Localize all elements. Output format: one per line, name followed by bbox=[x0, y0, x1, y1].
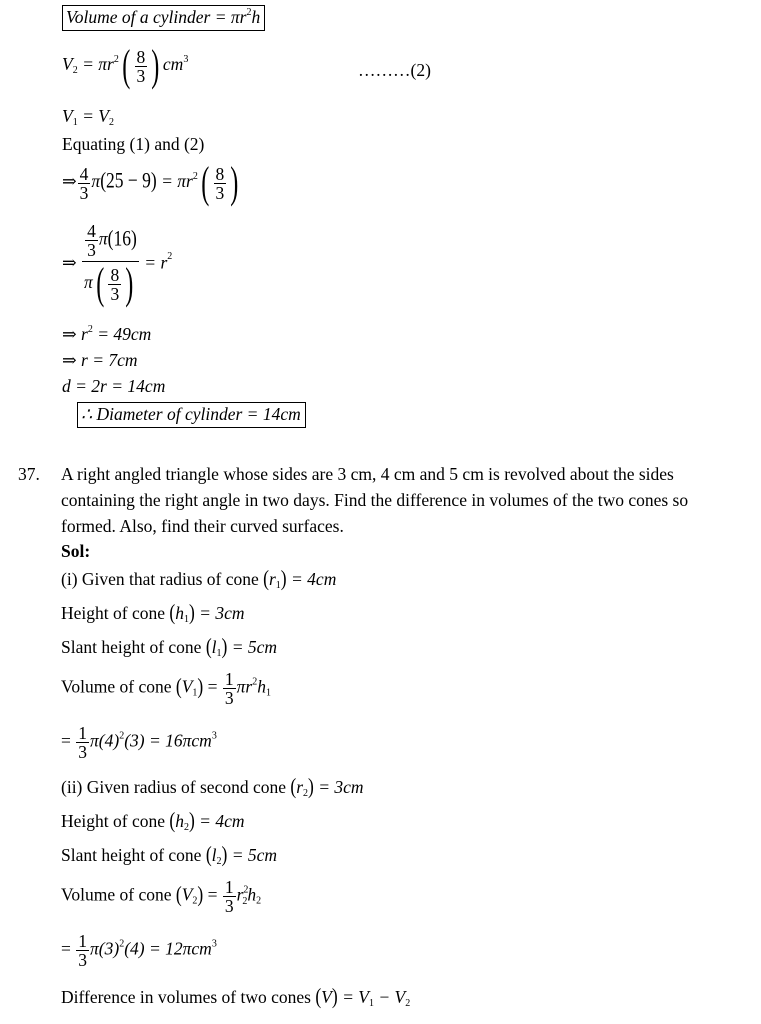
cone2-volume-calc: = $\frac{1}{3}$ $\pi(3)^2(4) = 12\pi cm^3$ bbox=[61, 931, 217, 970]
question-line-3: formed. Also, find their curved surfaces. bbox=[61, 516, 344, 536]
cone1-slant: Slant height of cone $(l_1) = 5cm$ bbox=[61, 633, 278, 659]
question-line-1: A right angled triangle whose sides are 3 cm, 4 cm and 5 cm is revolved about the sides bbox=[61, 464, 674, 484]
cone2-volume-formula: Volume of cone $(V_2)$ = $\frac{1}{3}$ $r^2_2h_2$ bbox=[61, 877, 262, 916]
equation-tag-2: ………(2) bbox=[358, 60, 431, 80]
v2-equation: $V_2 = \pi r^2$( $\frac{8}{3}$ ) $cm^3$ bbox=[62, 41, 189, 90]
equating-step-1: ⇒ $\frac{4}{3}$ $\pi(25 - 9) = \pi r^2$( $\frac{8}{3}$ ) bbox=[62, 158, 239, 207]
cone2-slant: Slant height of cone $(l_2) = 5cm$ bbox=[61, 841, 278, 867]
d-line: d = 2r = 14cm bbox=[62, 376, 166, 396]
diameter-result-box: ∴ Diameter of cylinder = 14cm bbox=[77, 406, 306, 424]
cone1-radius: (i) Given that radius of cone $(r_1) = 4cm$ bbox=[61, 565, 337, 591]
cone2-radius: (ii) Given radius of second cone $(r_2) = 3cm$ bbox=[61, 773, 364, 799]
cone1-height: Height of cone $(h_1) = 3cm$ bbox=[61, 599, 245, 625]
cylinder-volume-formula-box: Volume of a cylinder = $\pi r^2h$ bbox=[62, 8, 265, 27]
cone1-volume-calc: = $\frac{1}{3}$ $\pi(4)^2(3) = 16\pi cm^3$ bbox=[61, 723, 217, 762]
equating-step-2: ⇒ $\frac{4}{3}$ π(16) π( $\frac{8}{3}$ ) = $r^2$ bbox=[62, 221, 173, 308]
equating-text: Equating (1) and (2) bbox=[62, 134, 205, 154]
r-squared-line: ⇒ $r^2 = 49cm$ bbox=[62, 324, 152, 344]
volume-difference: Difference in volumes of two cones $(V) = V_1 - V_2$ bbox=[61, 983, 411, 1009]
r-line: ⇒ r = 7cm bbox=[62, 350, 138, 370]
cone2-height: Height of cone $(h_2) = 4cm$ bbox=[61, 807, 245, 833]
v1-equals-v2: $V_1 = V_2$ bbox=[62, 106, 114, 128]
question-number: 37. bbox=[18, 464, 40, 484]
question-line-2: containing the right angle in two days. Find the difference in volumes of the two cones so bbox=[61, 490, 689, 510]
cone1-volume-formula: Volume of cone $(V_1)$ = $\frac{1}{3}$ $\pi r^2h_1$ bbox=[61, 669, 271, 708]
solution-label: Sol: bbox=[61, 541, 91, 561]
